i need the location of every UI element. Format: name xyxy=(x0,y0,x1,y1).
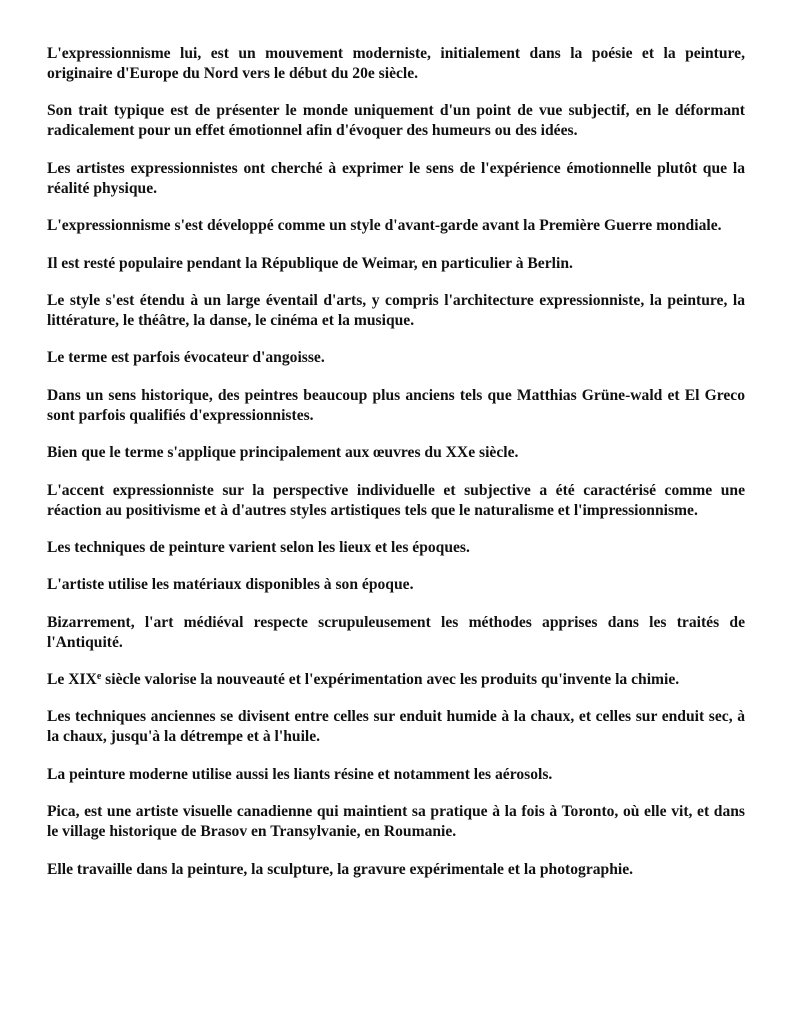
paragraph-2: Son trait typique est de présenter le monde uniquement d'un point de vue subjectif, en le déformant radicalement pour un effet émotionnel afin d'évoquer des humeurs ou des idées. xyxy=(47,102,745,140)
paragraph-8: Dans un sens historique, des peintres beaucoup plus anciens tels que Matthias Grüne-wald et El Greco sont parfois qualifiés d'expressionnistes. xyxy=(47,386,745,424)
paragraph-10: L'accent expressionniste sur la perspective individuelle et subjective a été caractérisé comme une réaction au positivisme et à d'autres styles artistiques tels que le naturalisme et l'impressionnisme. xyxy=(47,481,745,519)
paragraph-16: La peinture moderne utilise aussi les liants résine et notamment les aérosols. xyxy=(47,765,553,783)
paragraph-17: Pica, est une artiste visuelle canadienne qui maintient sa pratique à la fois à Toronto, où elle vit, et dans le village historique de Brasov en Transylvanie, en Roumanie. xyxy=(47,803,745,841)
paragraph-15: Les techniques anciennes se divisent entre celles sur enduit humide à la chaux, et celles sur enduit sec, à la chaux, jusqu'à la détrempe et à l'huile. xyxy=(47,708,745,746)
paragraph-18: Elle travaille dans la peinture, la sculpture, la gravure expérimentale et la photographie. xyxy=(47,860,634,878)
paragraph-11: Les techniques de peinture varient selon les lieux et les époques. xyxy=(47,538,470,556)
paragraph-6: Le style s'est étendu à un large éventail d'arts, y compris l'architecture expressionniste, la peinture, la littérature, le théâtre, la danse, le cinéma et la musique. xyxy=(47,291,745,329)
paragraph-7: Le terme est parfois évocateur d'angoisse. xyxy=(47,349,325,367)
paragraph-13: Bizarrement, l'art médiéval respecte scrupuleusement les méthodes apprises dans les traités de l'Antiquité. xyxy=(47,613,745,651)
paragraph-14-prefix: Le XIX xyxy=(47,671,97,689)
paragraph-14 xyxy=(47,670,745,690)
paragraph-9: Bien que le terme s'applique principalement aux œuvres du XXe siècle. xyxy=(47,444,519,462)
paragraph-4: L'expressionnisme s'est développé comme un style d'avant-garde avant la Première Guerre mondiale. xyxy=(47,217,722,235)
document-page xyxy=(47,44,745,897)
paragraph-3: Les artistes expressionnistes ont cherché à exprimer le sens de l'expérience émotionnelle plutôt que la réalité physique. xyxy=(47,159,745,197)
paragraph-14-rest: siècle valorise la nouveauté et l'expérimentation avec les produits qu'invente la chimie. xyxy=(101,671,680,689)
paragraph-1: L'expressionnisme lui, est un mouvement moderniste, initialement dans la poésie et la peinture, originaire d'Europe du Nord vers le début du 20e siècle. xyxy=(47,45,745,82)
century-superscript: e xyxy=(96,671,102,683)
paragraph-12: L'artiste utilise les matériaux disponibles à son époque. xyxy=(47,576,414,594)
paragraph-5: Il est resté populaire pendant la République de Weimar, en particulier à Berlin. xyxy=(47,254,573,272)
